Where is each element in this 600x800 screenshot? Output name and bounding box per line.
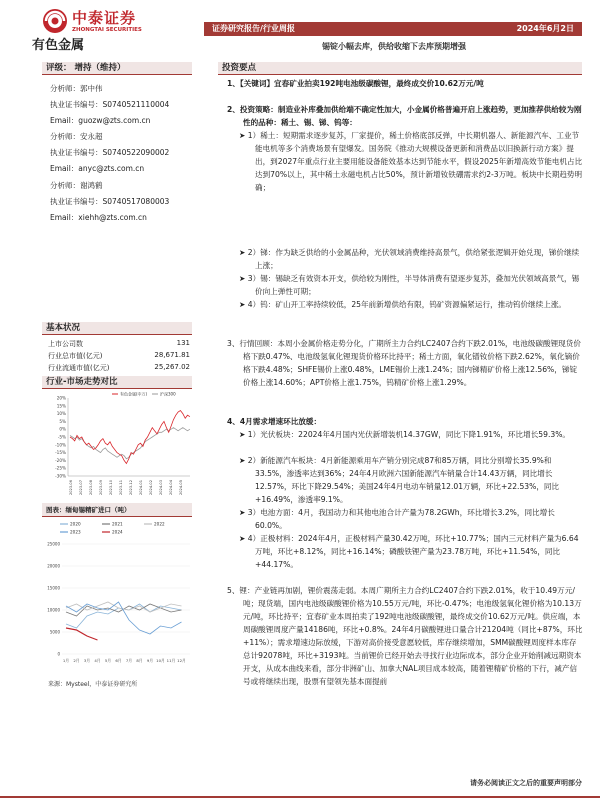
y-tick-label: -30% [55, 473, 66, 479]
report-date: 2024年6月2日 [516, 24, 574, 33]
y-tick-label: 10000 [47, 607, 60, 613]
report-type: 证券研究报告/行业周报 [212, 24, 295, 33]
series-line-hs300 [70, 428, 190, 459]
point-2-rare-earth: ➤ 1）稀土：短期需求逐步复苏，厂家提价，稀土价格底部反弹，中长期机器人、新能源汽车、工业节能电机等多个消费场景有望爆发。国务院《推动大规模设备更新和消费品以旧换新行动方案》提出，到2027年重点行业主要用能设备能效基本达到节能水平，假设2025年新增高效节能电机占比达到70%以上，其中稀土永磁电机占比50%，预计新增钕铁硼需求约2-3万吨。板块中长期趋势明确； [239, 131, 583, 192]
point-4-battery: ➤ 3）电池方面：4月，我国动力和其他电池合计产量为78.2GWh，环比增长3.2%，同比增长60.0%。 [239, 508, 555, 530]
y-tick-label: 15000 [47, 585, 60, 591]
rating-header: 评级： 增持（维持） [42, 62, 192, 75]
legend-label: 2023 [70, 529, 81, 535]
point-3-market-review: 3、行情回顾：本周小金属价格走势分化，广期所主力合约LC2407合约下跌2.01%，电池级碳酸锂现货价格下跌0.47%、电池级氢氧化锂现货价格环比持平；稀土方面，氧化镨钕价格下跌2.62%，氧化镝价格下跌4.48%；SHFE锡价上涨0.48%，LME锡价上涨1.24%；国内锑精矿价格上涨12.56%，锑锭价格上涨14.60%；APT价格上涨1.75%，钨精矿价格上涨1.29%。 [227, 339, 581, 387]
point-4-pv: ➤ 1）光伏板块：22024年4月国内光伏新增装机14.37GW，同比下降1.91%，环比增长59.3%。 [239, 430, 571, 439]
series-line-nonferrous [70, 411, 190, 464]
x-tick-label: 2023-10 [109, 480, 113, 496]
x-tick-label: 6月 [115, 658, 122, 663]
footer-disclaimer: 请务必阅读正文之后的重要声明部分 [470, 779, 582, 787]
x-tick-label: 2023-09 [99, 480, 103, 496]
sector-name: 有色金属 [32, 38, 85, 53]
y-tick-label: 0 [57, 651, 60, 657]
point-5-lithium: 5、锂：产业链再加剧，锂价震荡走弱。本周广期所主力合约LC2407合约下跌2.01%，收于10.49万元/吨；现货端，国内电池级碳酸锂价格为10.55万元/吨，环比-0.47%；电池级氢氧化锂价格为10.13万元/吨，环比持平；宜春矿业本周拍卖了192吨电池级碳酸锂，最终成交价10.62万元/吨。供应端，本周碳酸锂周度产量14186吨，环比+0.8%。24年4月碳酸锂进口量合计21204吨（同比+87%，环比+11%）；需求增速边际放缓，下游对高价接受意愿较低，库存继续增加，SMM碳酸锂周度样本库存总计92078吨，环比+3193吨。当前锂价已经开始去寻找行业边际成本，部分企业开始削减远期资本开支，从成本曲线来看，部分非洲矿山、加拿大NAL项目成本较高，随着锂精矿价格的下行，减产信号或将继续出现，股票有望领先基本面提前 [227, 586, 583, 686]
x-tick-label: 2023-12 [129, 480, 133, 496]
series-line-2024 [66, 628, 98, 640]
y-tick-label: 25000 [47, 541, 60, 547]
analyst-3-name: 分析师：谢鸿鹤 [50, 181, 103, 190]
footer-divider [0, 796, 600, 798]
x-tick-label: 2024-05 [179, 480, 183, 496]
analyst-2-name: 分析师：安永超 [50, 132, 103, 141]
legend-label: 2022 [154, 521, 165, 527]
analyst-2-cert: 执业证书编号：S0740522090002 [50, 148, 170, 157]
point-4-cathode: ➤ 4）正极材料：2024年4月，正极材料产量30.42万吨，环比+10.77%；国内三元材料产量为6.64万吨，环比+8.12%，同比+16.14%；磷酸铁锂产量为23.78万吨，环比+11.54%，同比+44.17%。 [239, 534, 579, 569]
y-tick-label: 10% [56, 411, 66, 417]
legend-label: 有色金属(中万) [120, 391, 148, 397]
x-tick-label: 5月 [104, 658, 112, 663]
analyst-2-email[interactable]: Email：anyc@zts.com.cn [50, 164, 145, 173]
x-tick-label: 10月 [156, 658, 165, 663]
legend-label: 沪深300 [160, 391, 176, 397]
x-tick-label: 2023-08 [89, 480, 93, 496]
y-tick-label: 0% [59, 426, 66, 432]
y-tick-label: -5% [57, 434, 66, 440]
x-tick-label: 2023-07 [79, 480, 83, 496]
x-tick-label: 2024-02 [149, 480, 153, 496]
point-2-tin: ➤ 3）锡：锡缺乏有效资本开支，供给较为刚性，半导体消费有望逐步复苏，叠加光伏领域高景气，锡价向上弹性可期； [239, 274, 580, 296]
x-tick-label: 12月 [177, 658, 186, 663]
import-chart [42, 516, 192, 676]
x-tick-label: 2023-06 [69, 480, 73, 496]
analyst-3-cert: 执业证书编号：S0740517080003 [50, 197, 170, 206]
point-2-antimony: ➤ 2）锑：作为缺乏供给的小金属品种，光伏领域消费维持高景气，供给紧张逻辑开始兑现，锑价继续上涨； [239, 248, 580, 270]
logo-text-cn: 中泰证券 [72, 9, 137, 27]
x-tick-label: 9月 [146, 658, 154, 663]
y-tick-label: 20% [56, 395, 66, 401]
y-tick-label: 5000 [49, 629, 60, 635]
analyst-1-cert: 执业证书编号：S0740521110004 [50, 100, 170, 109]
x-tick-label: 2月 [73, 658, 80, 663]
x-tick-label: 2024-03 [159, 480, 163, 496]
y-tick-label: -20% [55, 457, 66, 463]
x-tick-label: 7月 [125, 658, 133, 663]
x-tick-label: 1月 [62, 658, 70, 663]
y-tick-label: 15% [56, 403, 66, 409]
stat-row: 上市公司数 131 [48, 339, 190, 348]
y-tick-label: -10% [55, 442, 66, 448]
y-tick-label: 5% [59, 418, 66, 424]
point-4-demand: 4、4月需求增速环比放缓： [227, 417, 322, 426]
x-tick-label: 3月 [83, 658, 91, 663]
point-4-nev: ➤ 2）新能源汽车板块：4月新能源乘用车产销分别完成87和85万辆，同比分别增长35.9%和33.5%，渗透率达到36%；24年4月欧洲六国新能源汽车销量合计14.43万辆，同比增长12.57%，环比下降29.54%；美国24年4月电动车销量12.01万辆，环比+22.53%，同比+16.49%，渗透率9.1%。 [239, 456, 560, 504]
point-2: 2、投资策略：制造业补库叠加供给端不确定性加大，小金属价格普遍开启上涨趋势，更加推荐供给较为刚性的品种：稀土、锡、锑、钨等： [227, 105, 582, 127]
legend-label: 2021 [112, 521, 123, 527]
y-tick-label: 20000 [47, 563, 60, 569]
point-1: 1、【关键词】宜春矿业拍卖192吨电池级碳酸锂，最终成交价10.62万元/吨 [227, 79, 484, 88]
analyst-1-name: 分析师：郭中伟 [50, 84, 103, 93]
trend-header: 行业-市场走势对比 [42, 376, 192, 389]
analyst-3-email[interactable]: Email：xiehh@zts.com.cn [50, 213, 147, 222]
x-tick-label: 4月 [94, 658, 101, 663]
x-tick-label: 2024-01 [139, 480, 143, 496]
key-points-header: 投资要点 [218, 62, 582, 75]
x-tick-label: 2024-04 [169, 480, 173, 496]
legend-label: 2024 [112, 529, 123, 535]
report-subtitle: 锡锭小幅去库，供给收缩下去库预期增强 [322, 42, 466, 51]
logo-text-en: ZHONGTAI SECURITIES [72, 27, 142, 33]
trend-chart [42, 390, 192, 500]
x-tick-label: 8月 [136, 658, 143, 663]
basic-info-header: 基本状况 [42, 322, 192, 335]
x-tick-label: 2023-11 [119, 480, 123, 496]
y-tick-label: -15% [55, 450, 66, 456]
analyst-1-email[interactable]: Email：guozw@zts.com.cn [50, 116, 151, 125]
figure-source: 来源：Mysteel，中泰证券研究所 [48, 681, 138, 688]
stat-row: 行业总市值(亿元) 28,671.81 [48, 351, 190, 360]
header-band [204, 22, 582, 36]
y-tick-label: -25% [55, 465, 66, 471]
figure-title: 图表：缅甸锡精矿进口（吨） [42, 503, 192, 517]
stat-row: 行业流通市值(亿元) 25,267.02 [48, 363, 190, 372]
legend-label: 2020 [70, 521, 81, 527]
x-tick-label: 11月 [166, 658, 176, 663]
point-2-tungsten: ➤ 4）钨：矿山开工率持续较低，25年前新增供给有限，钨矿资源偏紧运行，推动钨价继续上涨。 [239, 300, 567, 309]
